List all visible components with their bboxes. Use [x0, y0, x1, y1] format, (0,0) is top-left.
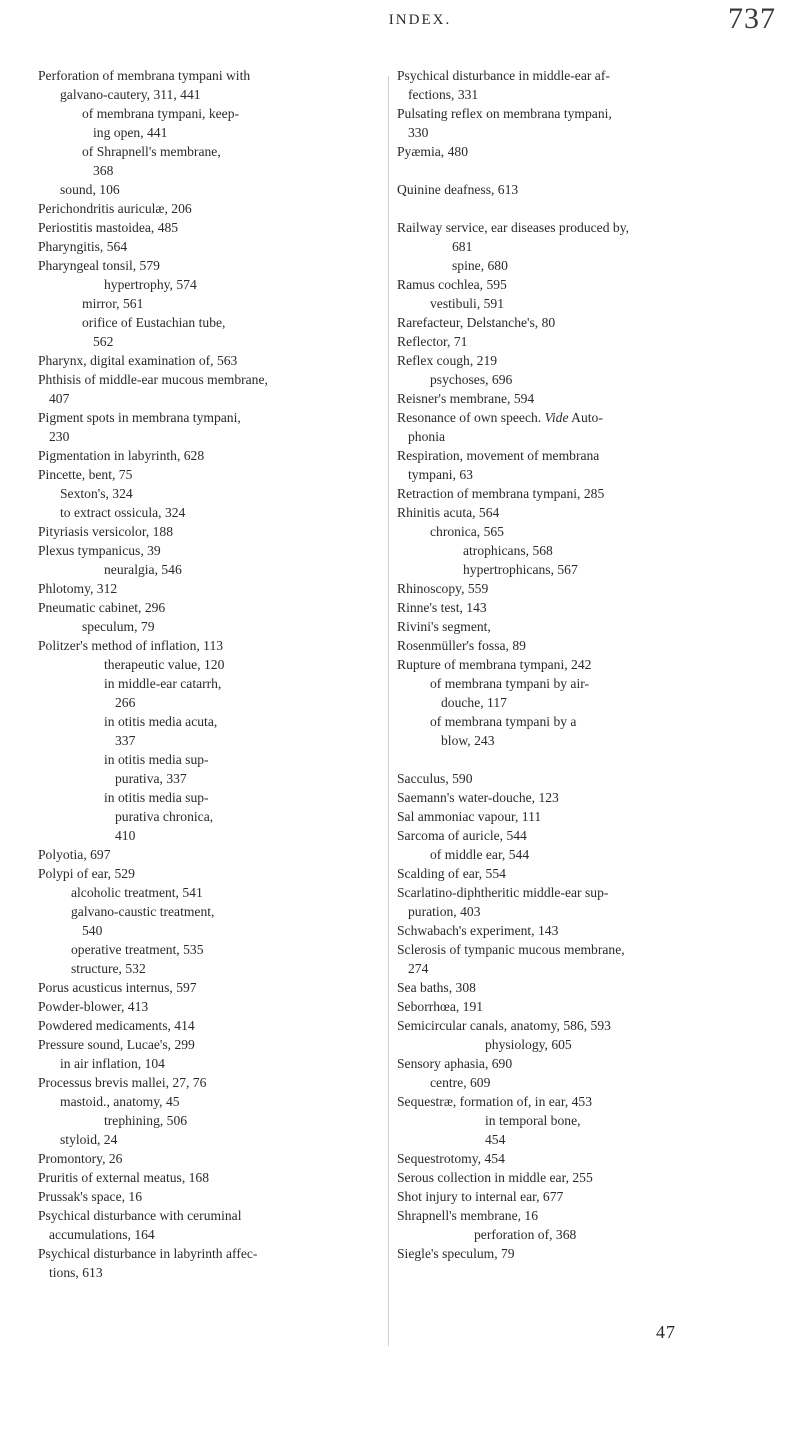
index-entry: psychoses, 696: [430, 372, 513, 387]
index-entry: chronica, 565: [430, 524, 504, 539]
index-entry: Polypi of ear, 529: [38, 866, 135, 881]
letter-gap: [397, 750, 767, 769]
index-entry: 407: [49, 391, 70, 406]
index-entry: spine, 680: [452, 258, 508, 273]
index-entry: Reisner's membrane, 594: [397, 391, 535, 406]
index-entry: tympani, 63: [408, 467, 473, 482]
index-entry: Rupture of membrana tympani, 242: [397, 657, 592, 672]
index-entry: in otitis media sup-: [104, 752, 209, 767]
index-entry: structure, 532: [71, 961, 146, 976]
index-entry: Reflex cough, 219: [397, 353, 498, 368]
index-entry: tions, 613: [49, 1265, 103, 1280]
index-entry: styloid, 24: [60, 1132, 118, 1147]
index-entry: Pharynx, digital examination of, 563: [38, 353, 238, 368]
index-entry: Politzer's method of inflation, 113: [38, 638, 224, 653]
index-entry: Seborrhœa, 191: [397, 999, 484, 1014]
index-entry: Phthisis of middle-ear mucous membrane,: [38, 372, 268, 387]
index-entry: Porus acusticus internus, 597: [38, 980, 197, 995]
index-entry: Perforation of membrana tympani with: [38, 68, 251, 83]
index-entry: Pulsating reflex on membrana tympani,: [397, 106, 612, 121]
index-entry: Rivini's segment,: [397, 619, 491, 634]
index-entry: speculum, 79: [82, 619, 155, 634]
letter-gap: [397, 161, 767, 180]
index-entry: Sequestrotomy, 454: [397, 1151, 505, 1166]
index-entry: alcoholic treatment, 541: [71, 885, 203, 900]
index-entry: Polyotia, 697: [38, 847, 111, 862]
index-entry: Pigmentation in labyrinth, 628: [38, 448, 205, 463]
index-entry: douche, 117: [441, 695, 507, 710]
index-entry: Sarcoma of auricle, 544: [397, 828, 527, 843]
index-entry: Shot injury to internal ear, 677: [397, 1189, 564, 1204]
index-entry: Quinine deafness, 613: [397, 182, 519, 197]
index-entry: atrophicans, 568: [463, 543, 553, 558]
index-entry: phonia: [408, 429, 445, 444]
index-entry: 230: [49, 429, 70, 444]
index-entry: Rarefacteur, Delstanche's, 80: [397, 315, 556, 330]
index-entry: physiology, 605: [485, 1037, 572, 1052]
letter-gap: [397, 199, 767, 218]
index-entry: Sea baths, 308: [397, 980, 476, 995]
index-entry: 368: [93, 163, 114, 178]
index-entry: Powder-blower, 413: [38, 999, 149, 1014]
index-entry: Pyæmia, 480: [397, 144, 468, 159]
index-entry: purativa chronica,: [115, 809, 214, 824]
column-divider: [388, 76, 389, 1346]
index-entry: 562: [93, 334, 114, 349]
index-entry: Prussak's space, 16: [38, 1189, 143, 1204]
index-entry: vestibuli, 591: [430, 296, 505, 311]
index-entry: ing open, 441: [93, 125, 168, 140]
index-entry: hypertrophy, 574: [104, 277, 197, 292]
index-entry: Phlotomy, 312: [38, 581, 118, 596]
index-entry: Promontory, 26: [38, 1151, 123, 1166]
index-entry: Reflector, 71: [397, 334, 468, 349]
index-entry: 330: [408, 125, 429, 140]
index-entry: to extract ossicula, 324: [60, 505, 186, 520]
index-entry: Retraction of membrana tympani, 285: [397, 486, 605, 501]
index-entry: Pneumatic cabinet, 296: [38, 600, 166, 615]
index-entry: 266: [115, 695, 136, 710]
index-entry: Rhinoscopy, 559: [397, 581, 489, 596]
index-entry: Psychical disturbance in labyrinth affec-: [38, 1246, 258, 1261]
index-entry: mirror, 561: [82, 296, 144, 311]
index-entry: 454: [485, 1132, 506, 1147]
index-entry: in air inflation, 104: [60, 1056, 165, 1071]
index-entry: galvano-cautery, 311, 441: [60, 87, 201, 102]
index-entry: centre, 609: [430, 1075, 491, 1090]
index-entry: blow, 243: [441, 733, 495, 748]
index-entry: Pharyngitis, 564: [38, 239, 128, 254]
index-entry: fections, 331: [408, 87, 479, 102]
index-entry: sound, 106: [60, 182, 120, 197]
index-entry: Siegle's speculum, 79: [397, 1246, 515, 1261]
index-entry: Resonance of own speech. Vide Auto-: [397, 410, 603, 425]
index-entry: of membrana tympani by air-: [430, 676, 590, 691]
index-entry: 410: [115, 828, 136, 843]
index-entry: Schwabach's experiment, 143: [397, 923, 559, 938]
index-entry: Sal ammoniac vapour, 111: [397, 809, 542, 824]
index-entry: 540: [82, 923, 103, 938]
index-entry: Sensory aphasia, 690: [397, 1056, 513, 1071]
index-entry: Sexton's, 324: [60, 486, 133, 501]
index-entry: Pityriasis versicolor, 188: [38, 524, 174, 539]
index-entry: Psychical disturbance with ceruminal: [38, 1208, 242, 1223]
index-entry: Sclerosis of tympanic mucous membrane,: [397, 942, 625, 957]
index-entry: Rosenmüller's fossa, 89: [397, 638, 526, 653]
page-number: 737: [728, 2, 776, 35]
index-entry: Rinne's test, 143: [397, 600, 487, 615]
index-entry: perforation of, 368: [474, 1227, 577, 1242]
index-entry: Shrapnell's membrane, 16: [397, 1208, 538, 1223]
index-entry: Sequestræ, formation of, in ear, 453: [397, 1094, 593, 1109]
index-entry: in otitis media acuta,: [104, 714, 218, 729]
index-entry: Psychical disturbance in middle-ear af-: [397, 68, 610, 83]
index-entry: of middle ear, 544: [430, 847, 530, 862]
index-entry: therapeutic value, 120: [104, 657, 225, 672]
index-entry: Pruritis of external meatus, 168: [38, 1170, 210, 1185]
index-entry: Pharyngeal tonsil, 579: [38, 258, 160, 273]
index-entry: Plexus tympanicus, 39: [38, 543, 161, 558]
index-entry: accumulations, 164: [49, 1227, 155, 1242]
index-entry: Rhinitis acuta, 564: [397, 505, 500, 520]
index-entry: in temporal bone,: [485, 1113, 581, 1128]
index-entry: Pincette, bent, 75: [38, 467, 133, 482]
index-entry: Pressure sound, Lucae's, 299: [38, 1037, 195, 1052]
index-column-left: [38, 66, 384, 1282]
index-entry: Railway service, ear diseases produced by,: [397, 220, 630, 235]
index-entry: Scalding of ear, 554: [397, 866, 506, 881]
index-entry: galvano-caustic treatment,: [71, 904, 215, 919]
index-entry: hypertrophicans, 567: [463, 562, 578, 577]
index-entry: 681: [452, 239, 473, 254]
index-entry: in otitis media sup-: [104, 790, 209, 805]
index-entry: of Shrapnell's membrane,: [82, 144, 221, 159]
index-entry: purativa, 337: [115, 771, 187, 786]
index-entry: Semicircular canals, anatomy, 586, 593: [397, 1018, 611, 1033]
index-entry: Serous collection in middle ear, 255: [397, 1170, 593, 1185]
index-entry: Sacculus, 590: [397, 771, 473, 786]
index-entry: Respiration, movement of membrana: [397, 448, 600, 463]
index-entry: Saemann's water-douche, 123: [397, 790, 559, 805]
running-head: INDEX.: [388, 12, 452, 28]
index-entry: 274: [408, 961, 429, 976]
index-entry: Ramus cochlea, 595: [397, 277, 507, 292]
index-entry: of membrana tympani, keep-: [82, 106, 240, 121]
index-entry: Powdered medicaments, 414: [38, 1018, 195, 1033]
index-entry: of membrana tympani by a: [430, 714, 577, 729]
index-entry: orifice of Eustachian tube,: [82, 315, 226, 330]
index-entry: trephining, 506: [104, 1113, 188, 1128]
index-entry: Pigment spots in membrana tympani,: [38, 410, 241, 425]
index-entry: Scarlatino-diphtheritic middle-ear sup-: [397, 885, 609, 900]
index-entry: 337: [115, 733, 136, 748]
index-entry: in middle-ear catarrh,: [104, 676, 222, 691]
index-column-right: [397, 66, 767, 1263]
index-entry: mastoid., anatomy, 45: [60, 1094, 180, 1109]
index-entry: Periostitis mastoidea, 485: [38, 220, 179, 235]
index-entry: Processus brevis mallei, 27, 76: [38, 1075, 207, 1090]
index-entry: Perichondritis auriculæ, 206: [38, 201, 192, 216]
signature-mark: 47: [656, 1322, 676, 1342]
index-entry: operative treatment, 535: [71, 942, 204, 957]
index-entry: neuralgia, 546: [104, 562, 182, 577]
index-entry: puration, 403: [408, 904, 481, 919]
